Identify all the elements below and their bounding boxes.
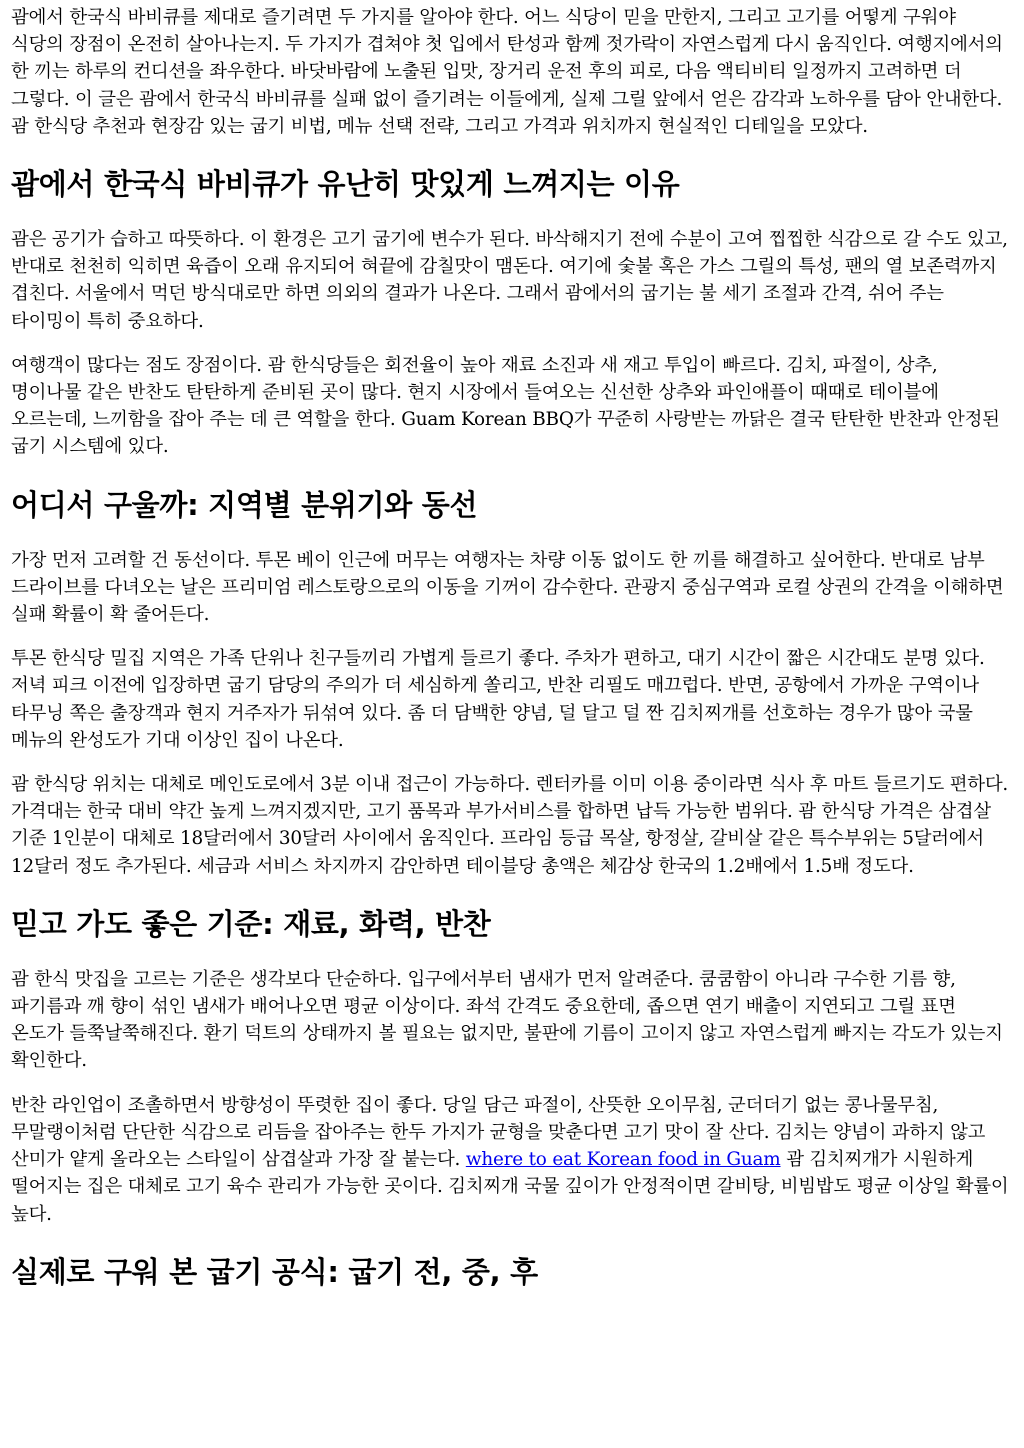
section-heading-criteria: 믿고 가도 좋은 기준: 재료, 화력, 반찬 bbox=[11, 906, 491, 941]
paragraph: 가장 먼저 고려할 건 동선이다. 투몬 베이 인근에 머무는 여행자는 차량 이동 없이도 한 끼를 해결하고 싶어한다. 반대로 남부 드라이브를 다녀오는 날은 프리미엄 레스토랑으로의 이동을 기꺼이 감수한다. 관광지 중심구역과 로컬 상권의 간격을 이해하면 실패 확률이 확 줄어든다. bbox=[11, 549, 1004, 626]
paragraph: 괌 한식당 위치는 대체로 메인도로에서 3분 이내 접근이 가능하다. 렌터카를 이미 이용 중이라면 식사 후 마트 들르기도 편하다. 가격대는 한국 대비 약간 높게 느껴지겠지만, 고기 품목과 부가서비스를 합하면 납득 가능한 범위다. 괌 한식당 가격은 삼겹살 기준 1인분이 대체로 18달러에서 30달러 사이에서 움직인다. 프라임 등급 목살, 항정살, 갈비살 같은 특수부위는 5달러에서 12달러 정도 추가된다. 세금과 서비스 차지까지 감안하면 테이블당 총액은 체감상 한국의 1.2배에서 1.5배 정도다. bbox=[11, 774, 1009, 877]
korean-food-guam-link[interactable]: where to eat Korean food in Guam bbox=[465, 1149, 781, 1171]
paragraph: 괌은 공기가 습하고 따뜻하다. 이 환경은 고기 굽기에 변수가 된다. 바삭해지기 전에 수분이 고여 찝찝한 식감으로 갈 수도 있고, 반대로 천천히 익히면 육즙이 오래 유지되어 혀끝에 감칠맛이 맴돈다. 여기에 숯불 혹은 가스 그릴의 특성, 팬의 열 보존력까지 겹친다. 서울에서 먹던 방식대로만 하면 의외의 결과가 나온다. 그래서 괌에서의 굽기는 불 세기 조절과 간격, 쉬어 주는 타이밍이 특히 중요하다. bbox=[11, 229, 1008, 332]
paragraph-text: 반찬 라인업이 조촐하면서 방향성이 뚜렷한 집이 좋다. 당일 담근 파절이, 산뜻한 오이무침, 군더더기 없는 콩나물무침, 무말랭이처럼 단단한 식감으로 리듬을 잡아주는 한두 가지가 균형을 맞춘다면 고기 맛이 잘 산다. 김치는 양념이 과하지 않고 산미가 얕게 올라오는 스타일이 삼겹살과 가장 잘 붙는다. bbox=[11, 1094, 986, 1171]
section-heading-grilling-formula: 실제로 구워 본 굽기 공식: 굽기 전, 중, 후 bbox=[11, 1254, 538, 1289]
paragraph: 괌 한식 맛집을 고르는 기준은 생각보다 단순하다. 입구에서부터 냄새가 먼저 알려준다. 쿰쿰함이 아니라 구수한 기름 향, 파기름과 깨 향이 섞인 냄새가 배어나오면 평균 이상이다. 좌석 간격도 중요한데, 좁으면 연기 배출이 지연되고 그릴 표면 온도가 들쭉날쭉해진다. 환기 덕트의 상태까지 볼 필요는 없지만, 불판에 기름이 고이지 않고 자연스럽게 빠지는 각도가 있는지 확인한다. bbox=[11, 968, 1003, 1072]
intro-paragraph: 괌에서 한국식 바비큐를 제대로 즐기려면 두 가지를 알아야 한다. 어느 식당이 믿을 만한지, 그리고 고기를 어떻게 구워야 식당의 장점이 온전히 살아나는지. 두 가지가 겹쳐야 첫 입에서 탄성과 함께 젓가락이 자연스럽게 다시 움직인다. 여행지에서의 한 끼는 하루의 컨디션을 좌우한다. 바닷바람에 노출된 입맛, 장거리 운전 후의 피로, 다음 액티비티 일정까지 고려하면 더 그렇다. 이 글은 괌에서 한국식 바비큐를 실패 없이 즐기려는 이들에게, 실제 그릴 앞에서 얻은 감각과 노하우를 담아 안내한다. 괌 한식당 추천과 현장감 있는 굽기 비법, 메뉴 선택 전략, 그리고 가격과 위치까지 현실적인 디테일을 모았다. bbox=[11, 7, 1003, 137]
paragraph: 투몬 한식당 밀집 지역은 가족 단위나 친구들끼리 가볍게 들르기 좋다. 주차가 편하고, 대기 시간이 짧은 시간대도 분명 있다. 저녁 피크 이전에 입장하면 굽기 담당의 주의가 더 세심하게 쏠리고, 반찬 리필도 매끄럽다. 반면, 공항에서 가까운 구역이나 타무닝 쪽은 출장객과 현지 거주자가 뒤섞여 있다. 좀 더 담백한 양념, 덜 달고 덜 짠 김치찌개를 선호하는 경우가 많아 국물 메뉴의 완성도가 기대 이상인 집이 나온다. bbox=[11, 648, 985, 751]
section-heading-where: 어디서 구울까: 지역별 분위기와 동선 bbox=[11, 487, 478, 522]
section-heading-why-tasty: 괌에서 한국식 바비큐가 유난히 맛있게 느껴지는 이유 bbox=[11, 167, 680, 202]
paragraph: 여행객이 많다는 점도 장점이다. 괌 한식당들은 회전율이 높아 재료 소진과 새 재고 투입이 빠르다. 김치, 파절이, 상추, 명이나물 같은 반찬도 탄탄하게 준비된 곳이 많다. 현지 시장에서 들여오는 신선한 상추와 파인애플이 때때로 테이블에 오르는데, 느끼함을 잡아 주는 데 큰 역할을 한다. Guam Korean BBQ가 꾸준히 사랑받는 까닭은 결국 탄탄한 반찬과 안정된 굽기 시스템에 있다. bbox=[11, 354, 1000, 458]
paragraph-with-link bbox=[11, 1092, 1012, 1228]
paragraph-text: 괌 김치찌개가 시원하게 떨어지는 집은 대체로 고기 육수 관리가 가능한 곳이다. 김치찌개 국물 깊이가 안정적이면 갈비탕, 비빔밥도 평균 이상일 확률이 높다. bbox=[11, 1149, 1009, 1225]
